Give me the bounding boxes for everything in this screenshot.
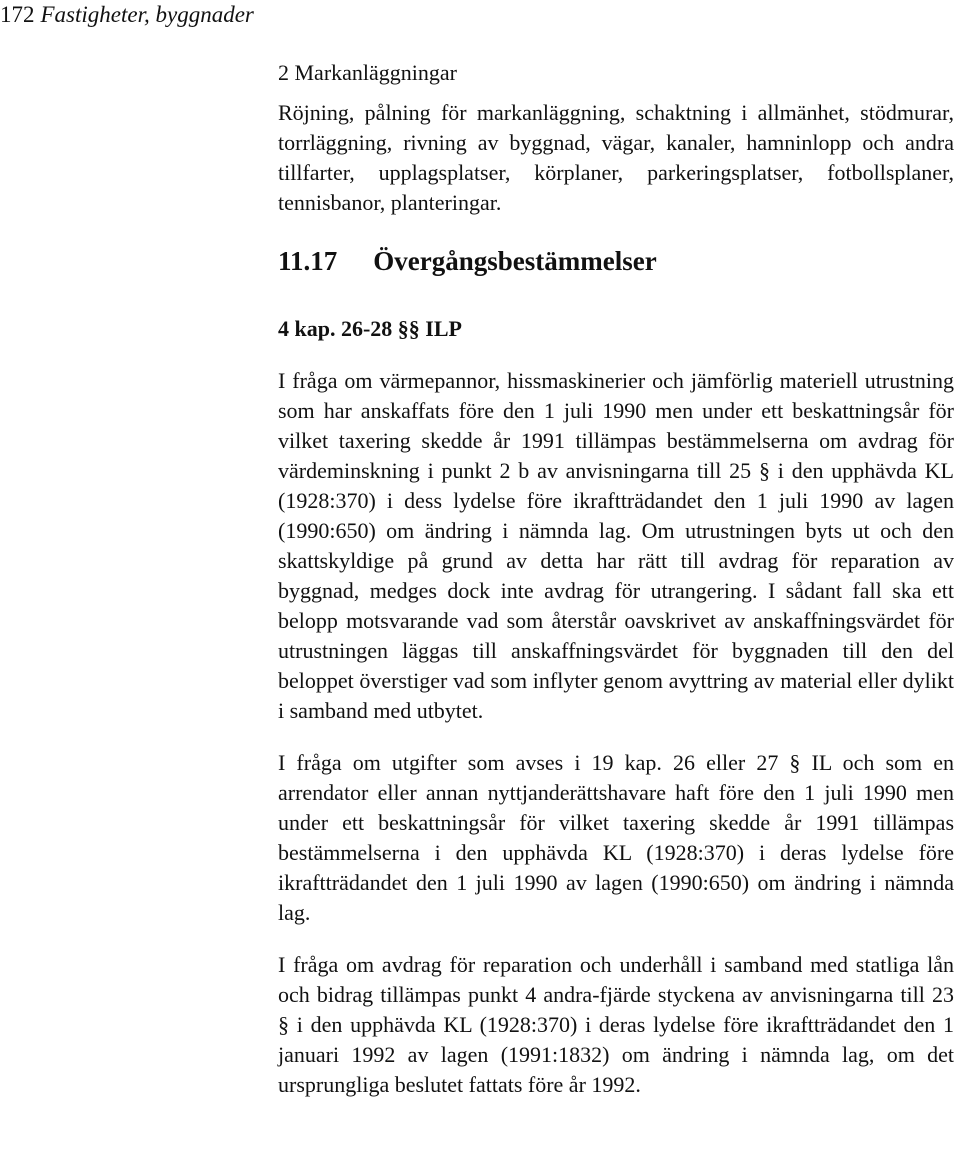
page-body [278,58,954,1100]
subsection-text: Röjning, pålning för markanläggning, schaktning i allmänhet, stödmurar, torrläggning, rivning av byggnad, vägar, kanaler, hamninlopp och andra tillfarter, upplagsplatser, körplaner, parkeringsplatser, fotbollsplaner, tennisbanor, planteringar. [278,100,954,215]
subsection-heading: 2 Markanläggningar [278,60,457,85]
section-title: Övergångsbestämmelser [373,246,657,276]
running-head [0,0,960,34]
chapter-title: Fastigheter, byggnader [40,2,254,27]
paragraph-1: I fråga om värmepannor, hissmaskinerier och jämförlig materiell utrustning som har anskaffats före den 1 juli 1990 men under ett beskattningsår för vilket taxering skedde år 1991 tillämpas bestämmelserna om avdrag för värdeminskning i punkt 2 b av anvisningarna till 25 § i den upphävda KL (1928:370) i dess lydelse före ikraftträdandet den 1 juli 1990 av lagen (1990:650) om ändring i nämnda lag. Om utrustningen byts ut och den skattskyldige på grund av detta har rätt till avdrag för reparation av byggnad, medges dock inte avdrag för utrangering. I sådant fall ska ett belopp motsvarande vad som återstår oavskrivet av anskaffningsvärdet för utrustningen läggas till anskaffningsvärdet för byggnaden till den del beloppet överstiger vad som inflyter genom avyttring av material eller dylikt i samband med utbytet. [278,368,954,723]
law-reference: 4 kap. 26-28 §§ ILP [278,316,462,341]
page-number: 172 [0,2,35,27]
section-number: 11.17 [278,246,338,276]
section-heading [278,244,954,278]
paragraph-3: I fråga om avdrag för reparation och underhåll i samband med statliga lån och bidrag tillämpas punkt 4 andra-fjärde styckena av anvisningarna till 23 § i den upphävda KL (1928:370) i deras lydelse före ikraftträdandet den 1 januari 1992 av lagen (1991:1832) om ändring i nämnda lag, om det ursprungliga beslutet fattats före år 1992. [278,952,954,1097]
paragraph-2: I fråga om utgifter som avses i 19 kap. 26 eller 27 § IL och som en arrendator eller annan nyttjanderättshavare haft före den 1 juli 1990 men under ett beskattningsår för vilket taxering skedde år 1991 tillämpas bestämmelserna i den upphävda KL (1928:370) i deras lydelse före ikraftträdandet den 1 juli 1990 av lagen (1990:650) om ändring i nämnda lag. [278,750,954,925]
